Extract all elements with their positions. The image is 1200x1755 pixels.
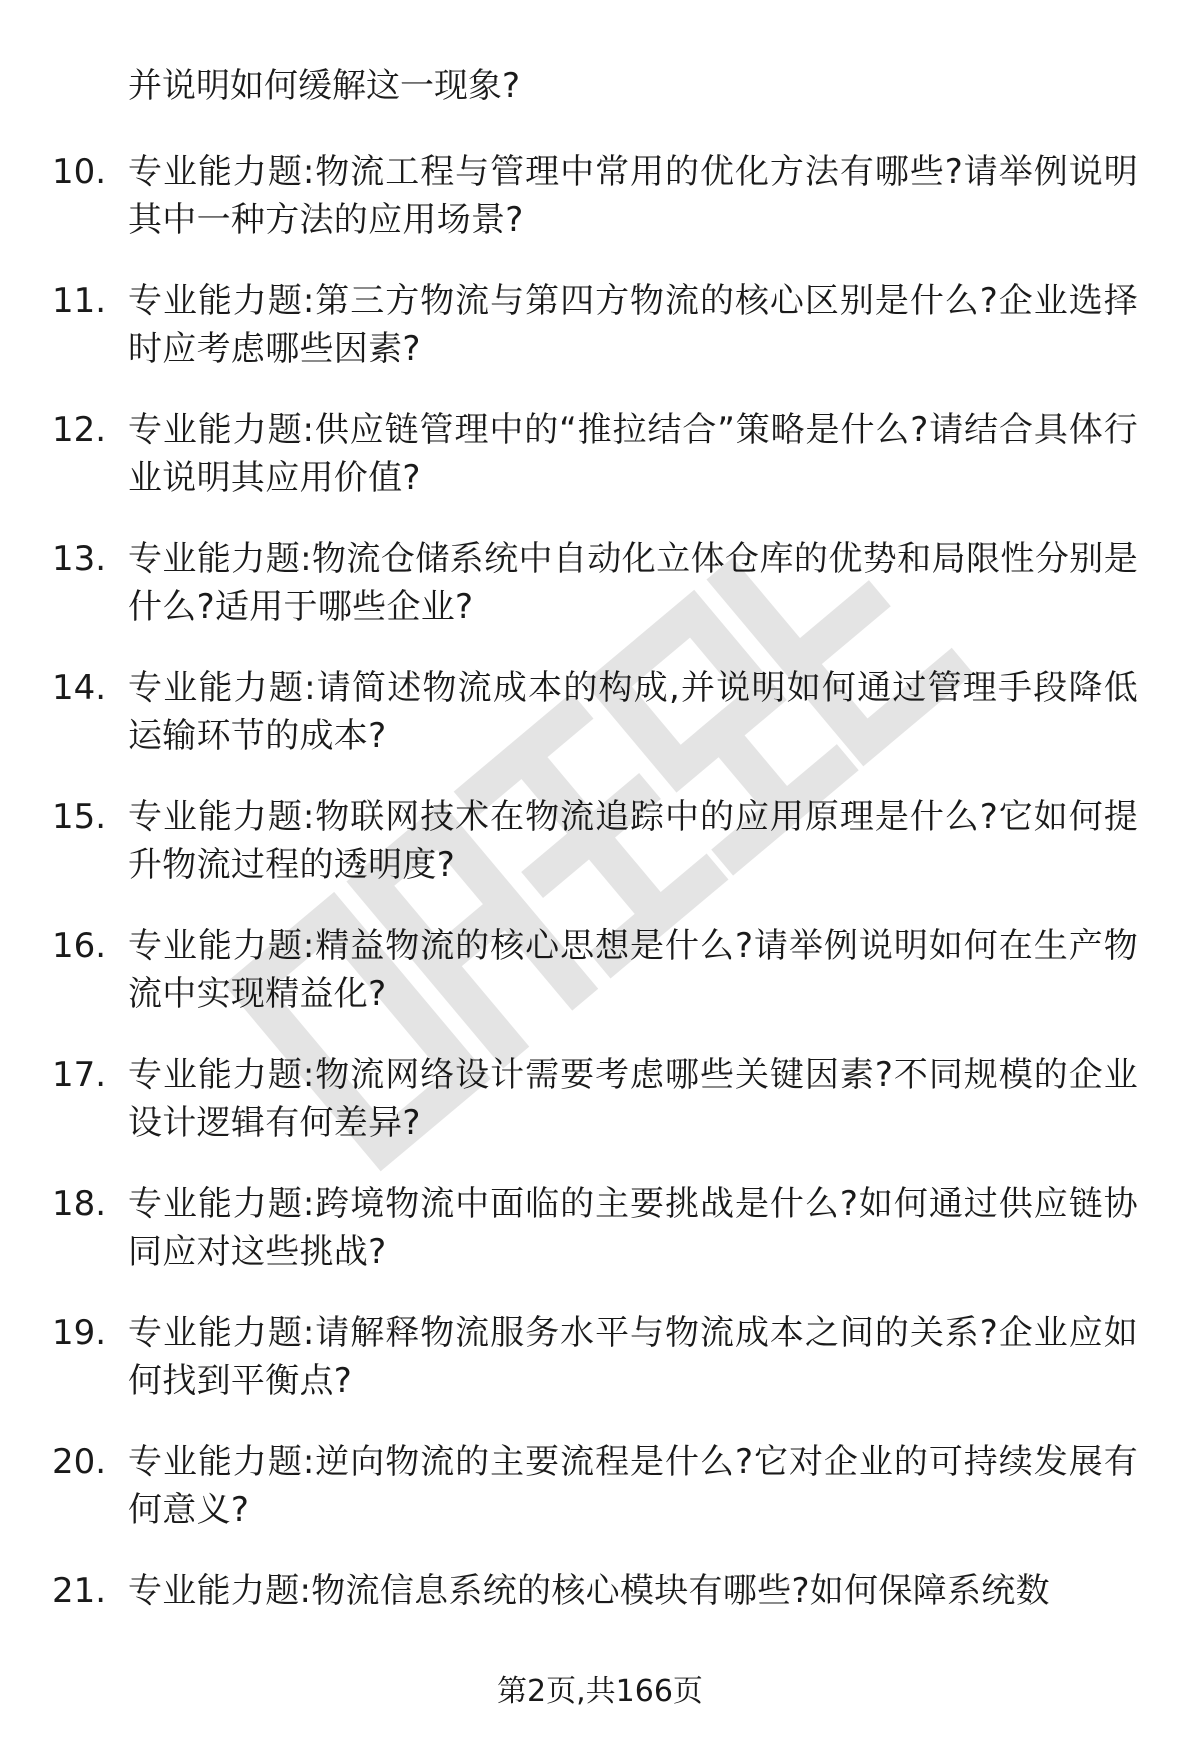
question-number: 11. xyxy=(52,281,107,321)
question-item xyxy=(0,406,1200,514)
question-number: 21. xyxy=(52,1571,107,1611)
question-text: 专业能力题:物流信息系统的核心模块有哪些?如何保障系统数 xyxy=(128,1571,1050,1611)
question-item xyxy=(0,1309,1200,1417)
continuation-text: 并说明如何缓解这一现象? xyxy=(128,66,521,106)
question-number: 10. xyxy=(52,152,107,192)
page-footer: 第2页,共166页 xyxy=(497,1674,703,1709)
question-item xyxy=(0,1180,1200,1288)
question-text: 专业能力题:供应链管理中的“推拉结合”策略是什么?请结合具体行业说明其应用价值? xyxy=(128,410,1138,498)
question-text: 专业能力题:物流工程与管理中常用的优化方法有哪些?请举例说明其中一种方法的应用场景? xyxy=(128,152,1138,240)
question-text: 专业能力题:逆向物流的主要流程是什么?它对企业的可持续发展有何意义? xyxy=(128,1442,1138,1530)
question-item xyxy=(0,1567,1200,1675)
question-item xyxy=(0,535,1200,643)
question-text: 专业能力题:物联网技术在物流追踪中的应用原理是什么?它如何提升物流过程的透明度? xyxy=(128,797,1138,885)
question-number: 17. xyxy=(52,1055,107,1095)
question-text: 专业能力题:精益物流的核心思想是什么?请举例说明如何在生产物流中实现精益化? xyxy=(128,926,1138,1014)
question-item xyxy=(0,664,1200,772)
question-number: 13. xyxy=(52,539,107,579)
question-text: 专业能力题:跨境物流中面临的主要挑战是什么?如何通过供应链协同应对这些挑战? xyxy=(128,1184,1138,1272)
question-number: 18. xyxy=(52,1184,107,1224)
question-number: 19. xyxy=(52,1313,107,1353)
question-item xyxy=(0,793,1200,901)
question-text: 专业能力题:请解释物流服务水平与物流成本之间的关系?企业应如何找到平衡点? xyxy=(128,1313,1138,1401)
question-text: 专业能力题:第三方物流与第四方物流的核心区别是什么?企业选择时应考虑哪些因素? xyxy=(128,281,1138,369)
question-item xyxy=(0,277,1200,385)
question-number: 14. xyxy=(52,668,107,708)
question-text: 专业能力题:物流网络设计需要考虑哪些关键因素?不同规模的企业设计逻辑有何差异? xyxy=(128,1055,1138,1143)
question-text: 专业能力题:物流仓储系统中自动化立体仓库的优势和局限性分别是什么?适用于哪些企业? xyxy=(128,539,1138,627)
question-item xyxy=(0,1438,1200,1546)
question-number: 20. xyxy=(52,1442,107,1482)
question-number: 16. xyxy=(52,926,107,966)
question-number: 12. xyxy=(52,410,107,450)
question-list xyxy=(0,148,1200,1696)
question-item xyxy=(0,1051,1200,1159)
question-item xyxy=(0,922,1200,1030)
question-item xyxy=(0,148,1200,256)
question-text: 专业能力题:请简述物流成本的构成,并说明如何通过管理手段降低运输环节的成本? xyxy=(128,668,1138,756)
question-number: 15. xyxy=(52,797,107,837)
